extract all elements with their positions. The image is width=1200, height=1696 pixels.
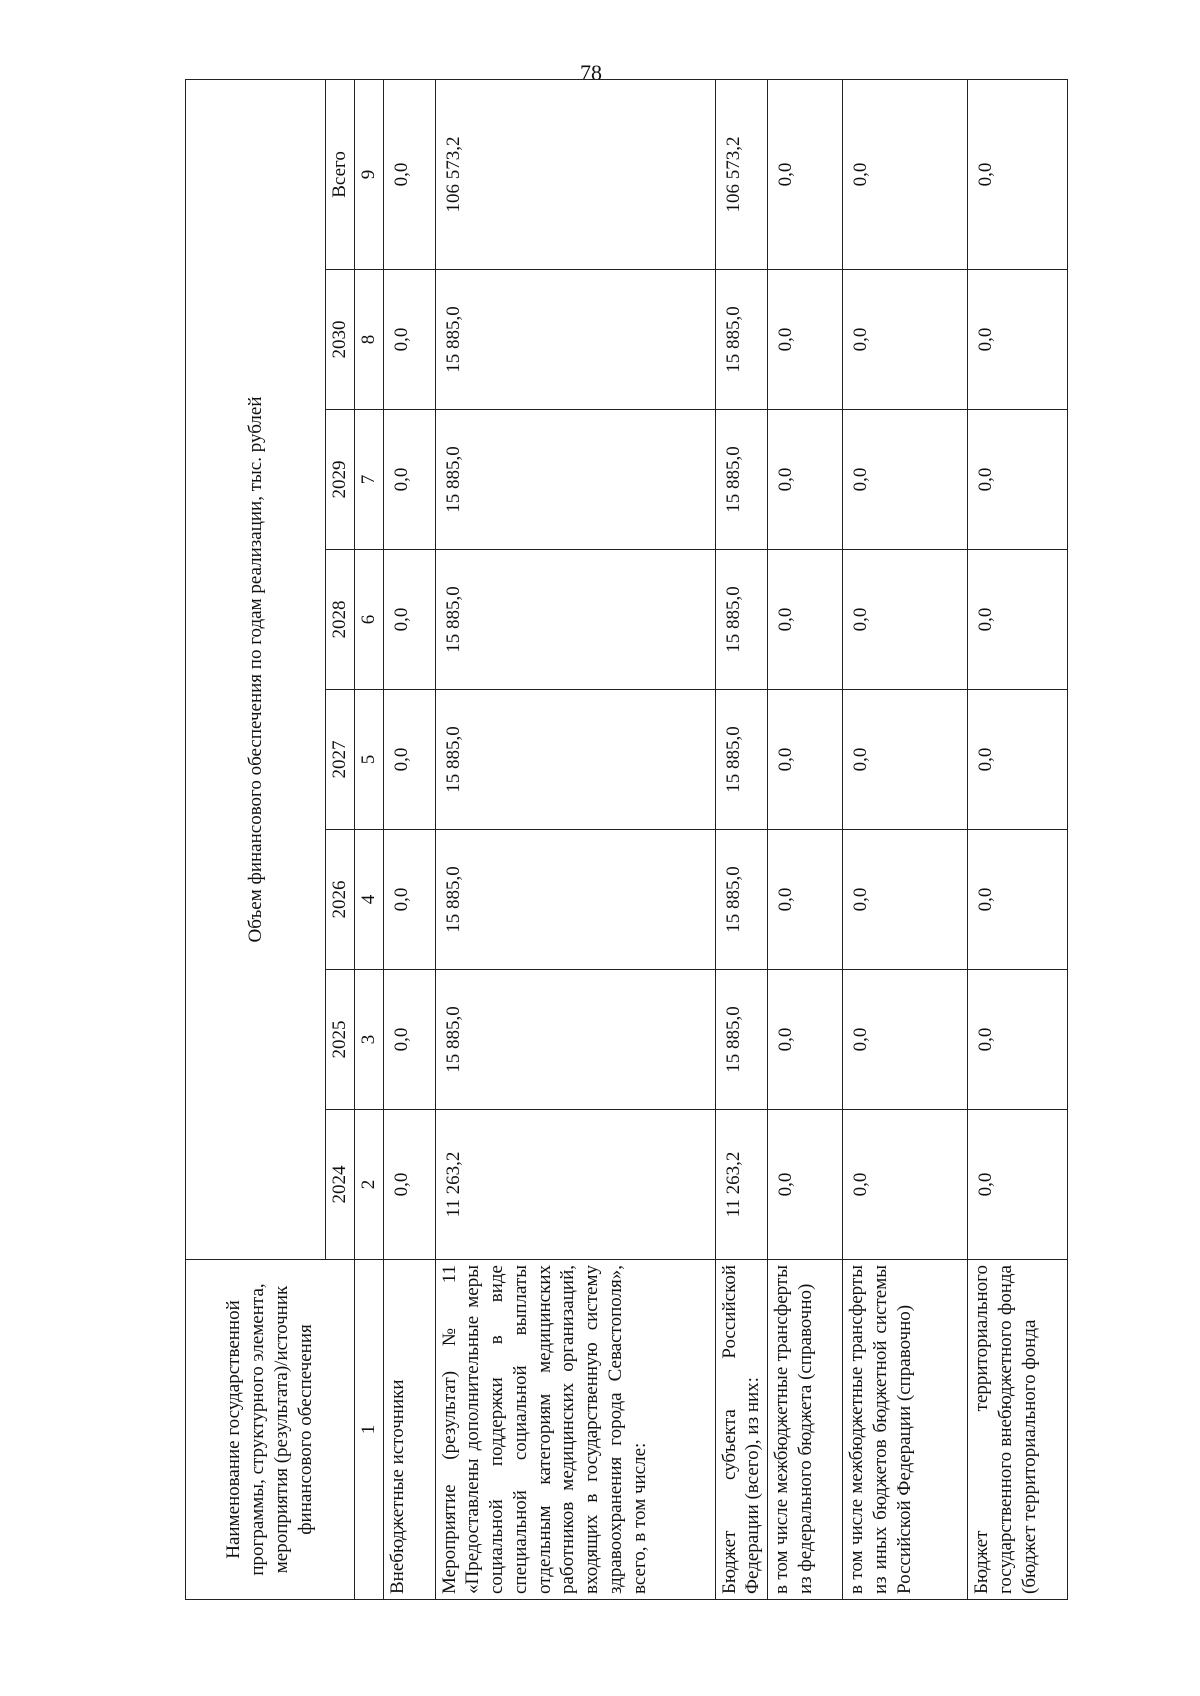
rotated-table-frame bbox=[185, 120, 1200, 1600]
col-number: 2 bbox=[354, 1110, 383, 1260]
cell-value: 0,0 bbox=[843, 550, 968, 690]
cell-value: 0,0 bbox=[768, 79, 843, 269]
table-row bbox=[843, 79, 968, 1599]
cell-value: 0,0 bbox=[968, 410, 1068, 550]
cell-value: 0,0 bbox=[768, 270, 843, 410]
cell-value: 0,0 bbox=[768, 830, 843, 970]
year-header: 2026 bbox=[326, 830, 355, 970]
table-row bbox=[968, 79, 1068, 1599]
cell-value: 0,0 bbox=[383, 270, 435, 410]
cell-value: 0,0 bbox=[968, 1110, 1068, 1260]
col-number: 8 bbox=[354, 270, 383, 410]
col-number: 1 bbox=[354, 1260, 383, 1600]
cell-value: 0,0 bbox=[968, 270, 1068, 410]
cell-value: 0,0 bbox=[968, 830, 1068, 970]
cell-value: 15 885,0 bbox=[435, 970, 715, 1110]
cell-value: 0,0 bbox=[843, 830, 968, 970]
cell-value: 0,0 bbox=[383, 830, 435, 970]
cell-value: 0,0 bbox=[843, 1110, 968, 1260]
row-name: в том числе межбюджетные трансферты из федерального бюджета (справочно) bbox=[768, 1260, 843, 1600]
column-numbers-row bbox=[354, 79, 383, 1599]
row-name: Бюджет субъекта Российской Федерации (всего), из них: bbox=[715, 1260, 768, 1600]
cell-value: 0,0 bbox=[968, 970, 1068, 1110]
col-number: 9 bbox=[354, 79, 383, 269]
cell-value: 0,0 bbox=[768, 1110, 843, 1260]
cell-value: 0,0 bbox=[383, 550, 435, 690]
cell-value: 0,0 bbox=[843, 690, 968, 830]
cell-value: 0,0 bbox=[768, 970, 843, 1110]
cell-value: 15 885,0 bbox=[715, 830, 768, 970]
year-header: 2030 bbox=[326, 270, 355, 410]
cell-value: 0,0 bbox=[383, 690, 435, 830]
cell-value: 0,0 bbox=[383, 1110, 435, 1260]
cell-value: 11 263,2 bbox=[435, 1110, 715, 1260]
year-header: 2029 bbox=[326, 410, 355, 550]
row-name: в том числе межбюджетные трансферты из иных бюджетов бюджетной системы Российской Федерации (справочно) bbox=[843, 1260, 968, 1600]
cell-value: 0,0 bbox=[843, 270, 968, 410]
cell-value: 0,0 bbox=[383, 970, 435, 1110]
cell-value: 15 885,0 bbox=[715, 410, 768, 550]
cell-value: 11 263,2 bbox=[715, 1110, 768, 1260]
row-name: Бюджет территориального государственного внебюджетного фонда (бюджет территориального фонда bbox=[968, 1260, 1068, 1600]
table-row bbox=[383, 79, 435, 1599]
table-container bbox=[185, 120, 1200, 1600]
year-header: 2028 bbox=[326, 550, 355, 690]
table-row bbox=[715, 79, 768, 1599]
cell-value: 15 885,0 bbox=[435, 270, 715, 410]
year-header: 2025 bbox=[326, 970, 355, 1110]
financing-table bbox=[185, 79, 1068, 1600]
cell-value: 15 885,0 bbox=[435, 830, 715, 970]
cell-value: 106 573,2 bbox=[715, 79, 768, 269]
row-name: Внебюджетные источники bbox=[383, 1260, 435, 1600]
col-number: 6 bbox=[354, 550, 383, 690]
cell-value: 0,0 bbox=[968, 550, 1068, 690]
year-header: 2027 bbox=[326, 690, 355, 830]
cell-value: 0,0 bbox=[383, 410, 435, 550]
col-number: 7 bbox=[354, 410, 383, 550]
cell-value: 15 885,0 bbox=[435, 410, 715, 550]
cell-value: 15 885,0 bbox=[715, 690, 768, 830]
cell-value: 15 885,0 bbox=[435, 550, 715, 690]
cell-value: 0,0 bbox=[768, 410, 843, 550]
page-number: 78 bbox=[580, 60, 602, 85]
cell-value: 15 885,0 bbox=[435, 690, 715, 830]
cell-value: 0,0 bbox=[843, 410, 968, 550]
cell-value: 0,0 bbox=[968, 79, 1068, 269]
cell-value: 15 885,0 bbox=[715, 970, 768, 1110]
col-number: 4 bbox=[354, 830, 383, 970]
col-number: 5 bbox=[354, 690, 383, 830]
cell-value: 0,0 bbox=[768, 690, 843, 830]
year-header: 2024 bbox=[326, 1110, 355, 1260]
cell-value: 15 885,0 bbox=[715, 270, 768, 410]
table-row bbox=[435, 79, 715, 1599]
cell-value: 0,0 bbox=[383, 79, 435, 269]
table-row bbox=[768, 79, 843, 1599]
cell-value: 106 573,2 bbox=[435, 79, 715, 269]
total-header: Всего bbox=[326, 79, 355, 269]
col1-header: Наименование государственной программы, структурного элемента, мероприятия (результата)/источник финансового обеспечения bbox=[186, 1260, 355, 1600]
row-name: Мероприятие (результат) № 11 «Предоставлены дополнительные меры социальной поддержки в виде специальной социальной выплаты отдельным категориям медицинских работников медицинских организаций, входящих в государственную систему здравоохранения города Севастополя», всего, в том числе: bbox=[435, 1260, 715, 1600]
cell-value: 0,0 bbox=[843, 970, 968, 1110]
volume-header: Объем финансового обеспечения по годам реализации, тыс. рублей bbox=[186, 79, 326, 1259]
cell-value: 0,0 bbox=[968, 690, 1068, 830]
cell-value: 0,0 bbox=[768, 550, 843, 690]
cell-value: 0,0 bbox=[843, 79, 968, 269]
col-number: 3 bbox=[354, 970, 383, 1110]
cell-value: 15 885,0 bbox=[715, 550, 768, 690]
